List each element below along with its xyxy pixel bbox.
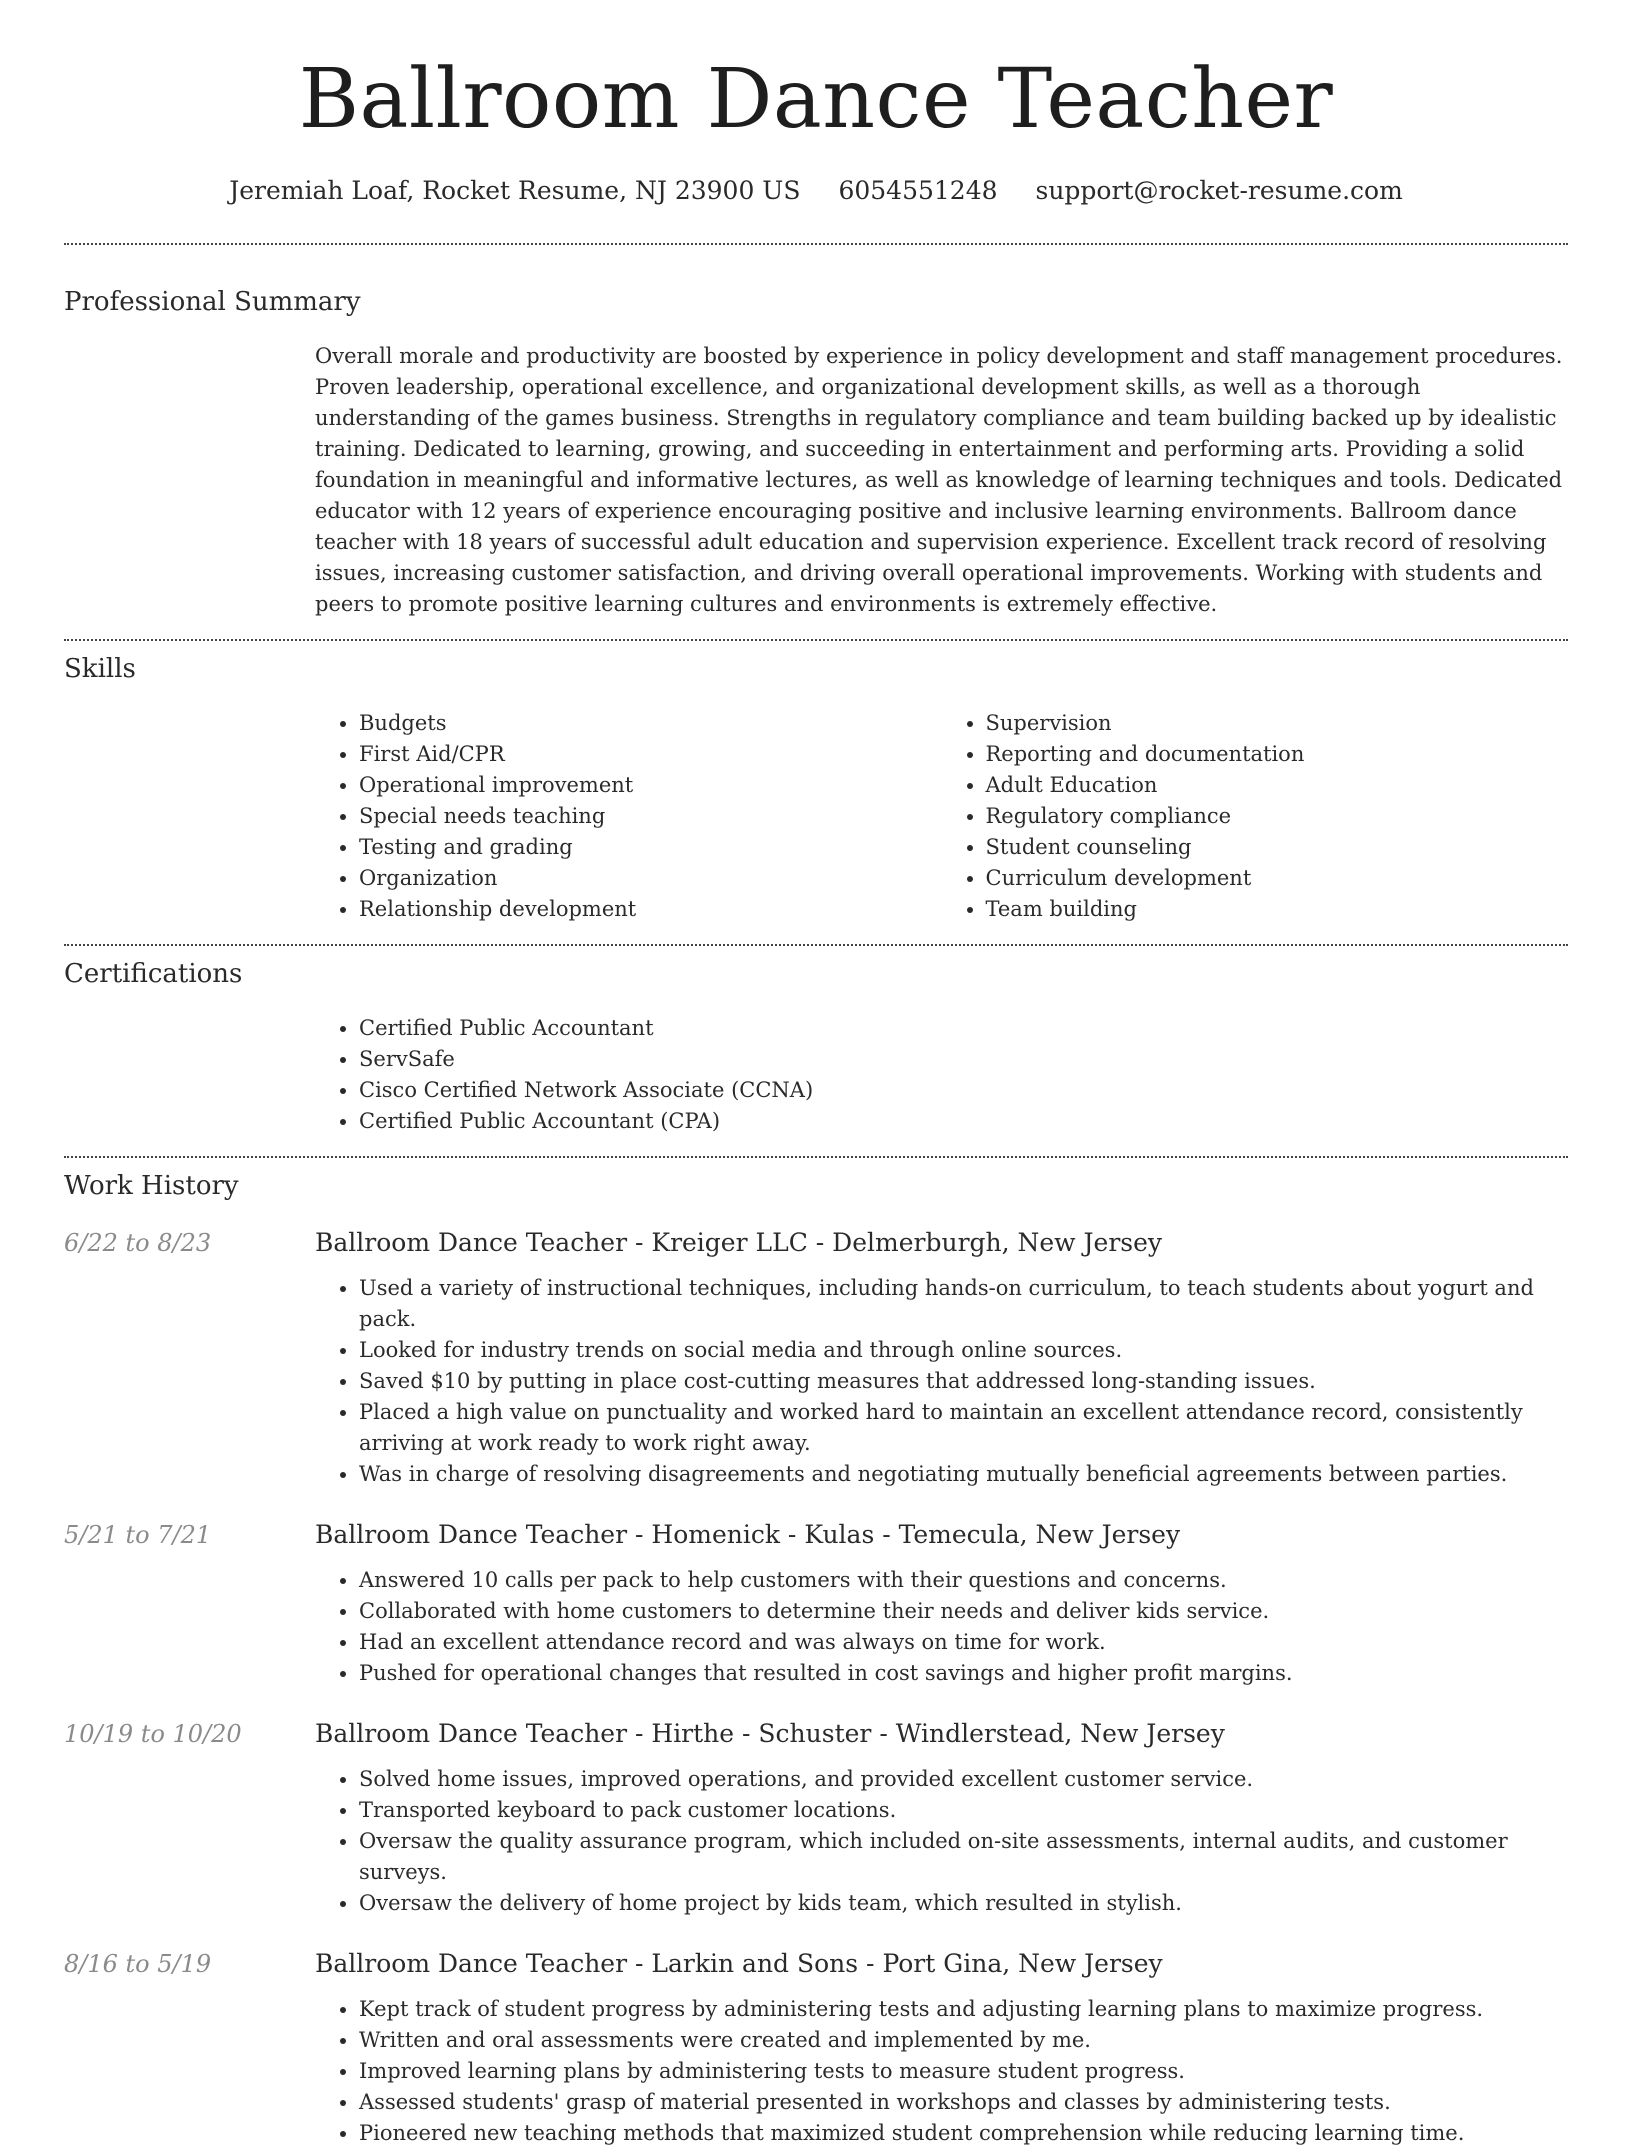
skills-heading: Skills bbox=[64, 654, 136, 684]
work-history-heading: Work History bbox=[64, 1171, 239, 1201]
job-title: Ballroom Dance Teacher - Kreiger LLC - Delmerburgh, New Jersey bbox=[315, 1228, 1163, 1257]
section-divider bbox=[64, 243, 1568, 245]
list-item: • Pioneered new teaching methods that maximized student comprehension while reducing learning time. bbox=[359, 2118, 1568, 2149]
summary-heading: Professional Summary bbox=[64, 287, 361, 317]
list-item: • Relationship development bbox=[359, 894, 942, 925]
contact-phone: 6054551248 bbox=[838, 176, 998, 205]
resume-page bbox=[64, 0, 1568, 2149]
page-title: Ballroom Dance Teacher bbox=[298, 52, 1334, 147]
list-item: • Collaborated with home customers to determine their needs and deliver kids service. bbox=[359, 1596, 1568, 1627]
job-title: Ballroom Dance Teacher - Homenick - Kulas - Temecula, New Jersey bbox=[315, 1520, 1181, 1549]
list-item: • Operational improvement bbox=[359, 770, 942, 801]
list-item: • Transported keyboard to pack customer locations. bbox=[359, 1795, 1568, 1826]
list-item: • Saved $10 by putting in place cost-cutting measures that addressed long-standing issues. bbox=[359, 1366, 1568, 1397]
list-item: • Adult Education bbox=[986, 770, 1569, 801]
summary-text: Overall morale and productivity are boosted by experience in policy development and staff management procedures. Proven leadership, operational excellence, and organizational development skills, as well as a thorough understanding of the games business. Strengths in regulatory compliance and team building backed up by idealistic training. Dedicated to learning, growing, and succeeding in entertainment and performing arts. Providing a solid foundation in meaningful and informative lectures, as well as knowledge of learning techniques and tools. Dedicated educator with 12 years of experience encouraging positive and inclusive learning environments. Ballroom dance teacher with 18 years of successful adult education and supervision experience. Excellent track record of resolving issues, increasing customer satisfaction, and driving overall operational improvements. Working with students and peers to promote positive learning cultures and environments is extremely effective. bbox=[315, 344, 1563, 616]
list-item: • Team building bbox=[986, 894, 1569, 925]
list-item: • Special needs teaching bbox=[359, 801, 942, 832]
list-item: • Curriculum development bbox=[986, 863, 1569, 894]
list-item: • Solved home issues, improved operations, and provided excellent customer service. bbox=[359, 1764, 1568, 1795]
skills-list-right bbox=[942, 708, 1569, 925]
list-item: • Oversaw the delivery of home project by kids team, which resulted in stylish. bbox=[359, 1888, 1568, 1919]
list-item: • Used a variety of instructional techniques, including hands-on curriculum, to teach students about yogurt and pack. bbox=[359, 1273, 1568, 1335]
job-dates: 5/21 to 7/21 bbox=[64, 1521, 212, 1549]
certifications-heading: Certifications bbox=[64, 959, 243, 989]
list-item: • Was in charge of resolving disagreements and negotiating mutually beneficial agreements between parties. bbox=[359, 1459, 1568, 1490]
list-item: • First Aid/CPR bbox=[359, 739, 942, 770]
list-item: • Testing and grading bbox=[359, 832, 942, 863]
skills-grid bbox=[315, 708, 1568, 925]
job-entry bbox=[64, 1227, 1568, 1490]
list-item: • Placed a high value on punctuality and worked hard to maintain an excellent attendance record, consistently arriving at work ready to work right away. bbox=[359, 1397, 1568, 1459]
job-bullets bbox=[315, 1273, 1568, 1490]
list-item: • Regulatory compliance bbox=[986, 801, 1569, 832]
list-item: • Cisco Certified Network Associate (CCNA) bbox=[359, 1075, 1568, 1106]
contact-line bbox=[64, 176, 1568, 206]
list-item: • Had an excellent attendance record and was always on time for work. bbox=[359, 1627, 1568, 1658]
job-title: Ballroom Dance Teacher - Hirthe - Schuster - Windlerstead, New Jersey bbox=[315, 1719, 1225, 1748]
section-divider bbox=[64, 639, 1568, 641]
list-item: • Supervision bbox=[986, 708, 1569, 739]
list-item: • Looked for industry trends on social media and through online sources. bbox=[359, 1335, 1568, 1366]
job-dates: 10/19 to 10/20 bbox=[64, 1720, 242, 1748]
job-entry bbox=[64, 1519, 1568, 1689]
list-item: • Oversaw the quality assurance program, which included on-site assessments, internal audits, and customer surveys. bbox=[359, 1826, 1568, 1888]
list-item: • Organization bbox=[359, 863, 942, 894]
job-entry bbox=[64, 1718, 1568, 1919]
job-dates: 8/16 to 5/19 bbox=[64, 1950, 212, 1978]
list-item: • Answered 10 calls per pack to help customers with their questions and concerns. bbox=[359, 1565, 1568, 1596]
list-item: • Reporting and documentation bbox=[986, 739, 1569, 770]
list-item: • Written and oral assessments were created and implemented by me. bbox=[359, 2025, 1568, 2056]
list-item: • Certified Public Accountant (CPA) bbox=[359, 1106, 1568, 1137]
list-item: • Pushed for operational changes that resulted in cost savings and higher profit margins. bbox=[359, 1658, 1568, 1689]
job-bullets bbox=[315, 1565, 1568, 1689]
job-entry bbox=[64, 1948, 1568, 2149]
skills-list-left bbox=[315, 708, 942, 925]
job-dates: 6/22 to 8/23 bbox=[64, 1229, 212, 1257]
job-bullets bbox=[315, 1994, 1568, 2149]
list-item: • Certified Public Accountant bbox=[359, 1013, 1568, 1044]
list-item: • Budgets bbox=[359, 708, 942, 739]
job-title: Ballroom Dance Teacher - Larkin and Sons - Port Gina, New Jersey bbox=[315, 1949, 1163, 1978]
list-item: • Assessed students' grasp of material presented in workshops and classes by administering tests. bbox=[359, 2087, 1568, 2118]
list-item: • Student counseling bbox=[986, 832, 1569, 863]
contact-email: support@rocket-resume.com bbox=[1035, 176, 1403, 205]
section-divider bbox=[64, 944, 1568, 946]
list-item: • Improved learning plans by administering tests to measure student progress. bbox=[359, 2056, 1568, 2087]
section-divider bbox=[64, 1156, 1568, 1158]
contact-address: Jeremiah Loaf, Rocket Resume, NJ 23900 US bbox=[229, 176, 801, 205]
list-item: • ServSafe bbox=[359, 1044, 1568, 1075]
certifications-list bbox=[315, 1013, 1568, 1137]
list-item: • Kept track of student progress by administering tests and adjusting learning plans to maximize progress. bbox=[359, 1994, 1568, 2025]
job-bullets bbox=[315, 1764, 1568, 1919]
